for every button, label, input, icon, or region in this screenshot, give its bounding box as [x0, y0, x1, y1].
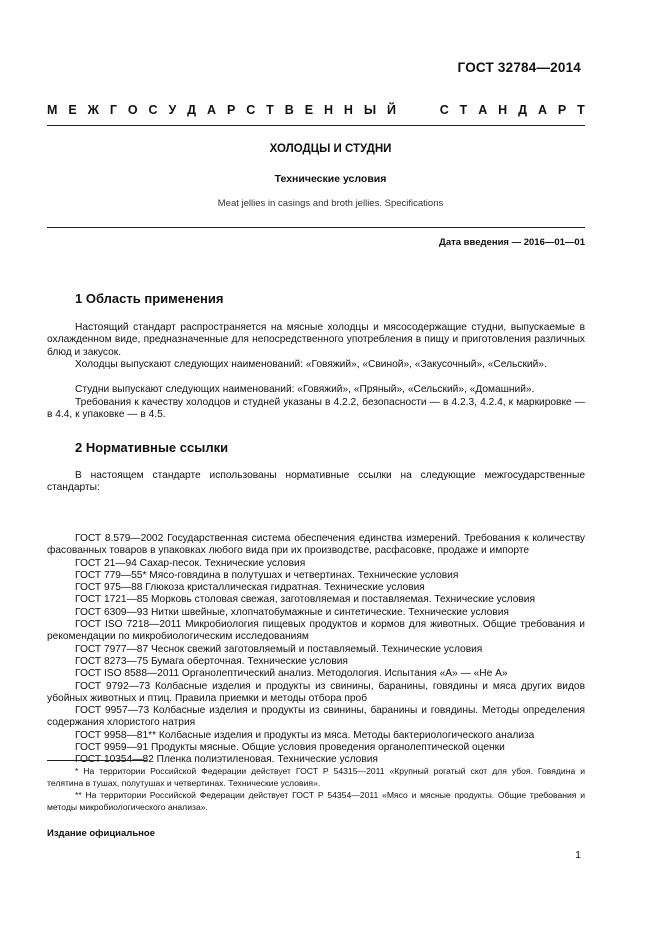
reference-item: ГОСТ 975—88 Глюкоза кристаллическая гидратная. Технические условия	[75, 582, 425, 594]
section-1-paragraph: Требования к качеству холодцов и студней указаны в 4.2.2, безопасности — в 4.2.3, 4.2.4, к маркировке — в 4.4, к упаковке — в 4.5.	[47, 397, 585, 421]
top-divider	[47, 125, 585, 126]
footnote-divider	[47, 760, 147, 761]
banner-letter: Е	[68, 103, 77, 117]
english-title: Meat jellies in casings and broth jellies. Specifications	[217, 198, 444, 209]
reference-item: ГОСТ 779—55* Мясо-говядина в полутушах и четвертинах. Технические условия	[75, 569, 459, 581]
banner-letter: О	[127, 103, 138, 117]
banner-letter: С	[246, 103, 256, 117]
banner-letter: Т	[266, 103, 274, 117]
reference-item: ГОСТ 8273—75 Бумага оберточная. Технические условия	[75, 655, 348, 667]
banner-letter: Д	[518, 103, 528, 117]
reference-item: ГОСТ 1721—85 Морковь столовая свежая, заготовляемая и поставляемая. Технические условия	[75, 594, 536, 606]
interstate-standard-banner	[47, 103, 585, 117]
banner-letter: У	[168, 103, 177, 117]
banner-letter: В	[284, 103, 294, 117]
effective-date: Дата введения — 2016—01—01	[439, 237, 585, 248]
banner-letter: А	[537, 103, 547, 117]
banner-letter: Г	[109, 103, 117, 117]
banner-letter: Т	[459, 103, 468, 117]
banner-letter: Ы	[363, 103, 377, 117]
title-divider	[47, 227, 585, 228]
footnote: * На территории Российской Федерации действует ГОСТ Р 54315—2011 «Крупный рогатый скот для убоя. Говядина и телятина в тушах, полутушах и четвертинах. Технические условия».	[47, 766, 585, 788]
reference-item: ГОСТ 9958—81** Колбасные изделия и продукты из мяса. Методы бактериологического анализа	[75, 729, 535, 741]
official-edition-label: Издание официальное	[47, 828, 155, 839]
section-2-heading: 2 Нормативные ссылки	[75, 440, 229, 455]
reference-item: ГОСТ ISO 8588—2011 Органолептический анализ. Методология. Испытания «А» — «Не А»	[75, 668, 508, 680]
section-1-paragraph: Студни выпускают следующих наименований: «Говяжий», «Пряный», «Сельский», «Домашний».	[75, 384, 535, 395]
banner-letter: М	[47, 103, 58, 117]
reference-item: ГОСТ 21—94 Сахар-песок. Технические условия	[75, 557, 306, 569]
banner-letter: Ж	[87, 103, 99, 117]
page-number: 1	[575, 849, 581, 861]
banner-letter: С	[439, 103, 449, 117]
banner-letter: Т	[577, 103, 585, 117]
document-id: ГОСТ 32784—2014	[457, 60, 581, 75]
document-title: ХОЛОДЦЫ И СТУДНИ	[269, 143, 392, 155]
banner-letter: А	[207, 103, 217, 117]
reference-item: ГОСТ 9957—73 Колбасные изделия и продукты из свинины, баранины и говядины. Методы определения содержания хлористого натрия	[47, 705, 585, 729]
reference-item: ГОСТ 8.579—2002 Государственная система обеспечения единства измерений. Требования к количеству фасованных товаров в упаковках любого вида при их производстве, расфасовке, продаже и импорте	[47, 533, 585, 557]
banner-letter: Н	[498, 103, 508, 117]
reference-item: ГОСТ 9792—73 Колбасные изделия и продукты из свинины, баранины, говядины и мяса других видов убойных животных и птиц. Правила приемки и методы отбора проб	[47, 680, 585, 704]
reference-item: ГОСТ 7977—87 Чеснок свежий заготовляемый и поставляемый. Технические условия	[75, 643, 483, 655]
banner-letter: Д	[187, 103, 197, 117]
section-1-paragraph: Холодцы выпускают следующих наименований: «Говяжий», «Свиной», «Закусочный», «Сельский».	[75, 359, 547, 370]
footnote: ** На территории Российской Федерации действует ГОСТ Р 54354—2011 «Мясо и мясные продукты. Общие требования и методы микробиологического анализа».	[47, 790, 585, 812]
banner-letter: А	[478, 103, 488, 117]
banner-letter: Й	[387, 103, 397, 117]
section-2-intro: В настоящем стандарте использованы нормативные ссылки на следующие межгосударственные стандарты:	[47, 470, 585, 494]
banner-letter: Н	[343, 103, 353, 117]
reference-item: ГОСТ 9959—91 Продукты мясные. Общие условия проведения органолептической оценки	[75, 742, 505, 754]
banner-letter: Н	[323, 103, 333, 117]
footnotes	[47, 766, 585, 814]
reference-item: ГОСТ 6309—93 Нитки швейные, хлопчатобумажные и синтетические. Технические условия	[75, 606, 509, 618]
banner-letter: С	[148, 103, 158, 117]
banner-letter: Е	[304, 103, 314, 117]
reference-item: ГОСТ 10354—82 Пленка полиэтиленовая. Технические условия	[75, 754, 378, 766]
reference-item: ГОСТ ISO 7218—2011 Микробиология пищевых продуктов и кормов для животных. Общие требования и рекомендации по микробиологическим исследованиям	[47, 619, 585, 643]
banner-letter: Р	[557, 103, 567, 117]
section-1-paragraph: Настоящий стандарт распространяется на мясные холодцы и мясосодержащие студни, выпускаемые в охлажденном виде, предназначенные для непосредственного употребления в пищу и приготовления различных блюд и закусок.	[47, 322, 585, 358]
banner-letter: Р	[226, 103, 236, 117]
section-1-heading: 1 Область применения	[75, 291, 224, 306]
document-subtitle: Технические условия	[274, 173, 387, 185]
normative-references-list	[47, 533, 585, 767]
